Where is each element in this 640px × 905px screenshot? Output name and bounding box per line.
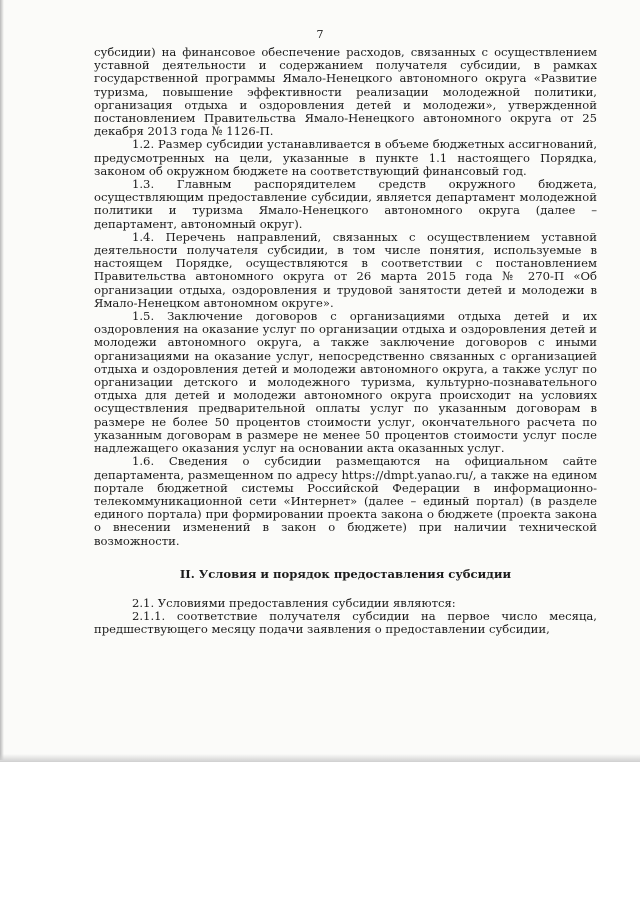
paragraph-1-5: 1.5. Заключение договоров с организациями отдыха детей и их оздоровления на оказание услуг по организации отдыха и оздоровления детей и молодежи автономного округа, а также заключение договоров с иными организациями на оказание услуг, непосредственно связанных с организацией отдыха и оздоровления детей и молодежи автономного округа, а также услуг по организации детского и молодежного туризма, культурно-познавательного отдыха для детей и молодежи автономного округа происходит на условиях осуществления предварительной оплаты услуг по указанным договорам в размере не более 50 процентов стоимости услуг, окончательного расчета по указанным договорам в размере не менее 50 процентов стоимости услуг после надлежащего оказания услуг на основании акта оказанных услуг.	[94, 309, 597, 456]
paragraph-2-1-1: 2.1.1. соответствие получателя субсидии на первое число месяца, предшествующего месяцу подачи заявления о предоставлении субсидии,	[94, 609, 597, 637]
paragraph-1-4: 1.4. Перечень направлений, связанных с осуществлением уставной деятельности получателя субсидии, в том числе понятия, используемые в настоящем Порядке, осуществляются в соответствии с постановлением Правительства автономного округа от 26 марта 2015 года № 270-П «Об организации отдыха, оздоровления и трудовой занятости детей и молодежи в Ямало-Ненецком автономном округе».	[94, 229, 597, 310]
page-number: 7	[316, 28, 324, 41]
scan-bottom-edge	[0, 754, 640, 762]
scan-edge-shadow	[0, 0, 4, 760]
paragraph-1-2: 1.2. Размер субсидии устанавливается в объеме бюджетных ассигнований, предусмотренных на цели, указанные в пункте 1.1 настоящего Порядка, законом об окружном бюджете на соответствующий финансовый год.	[94, 137, 597, 178]
paragraph-1-6: 1.6. Сведения о субсидии размещаются на официальном сайте департамента, размещенном по адресу https://dmpt.yanao.ru/, а также на едином портале бюджетной системы Российской Федерации в информационно-телекоммуникационной сети «Интернет» (далее – единый портал) (в разделе единого портала) при формировании проекта закона о бюджете (проекта закона о внесении изменений в закон о бюджете) при наличии технической возможности.	[94, 454, 597, 548]
paragraph-2-1: 2.1. Условиями предоставления субсидии являются:	[132, 595, 456, 610]
paragraph-1-3: 1.3. Главным распорядителем средств окружного бюджета, осуществляющим предоставление субсидии, является департамент молодежной политики и туризма Ямало-Ненецкого автономного округа (далее – департамент, автономный округ).	[94, 177, 597, 231]
paragraph-1-1-continuation: субсидии) на финансовое обеспечение расходов, связанных с осуществлением уставной деятельности и содержанием получателя субсидии, в рамках государственной программы Ямало-Ненецкого автономного округа «Развитие туризма, повышение эффективности реализации молодежной политики, организация отдыха и оздоровления детей и молодежи», утвержденной постановлением Правительства Ямало-Ненецкого автономного округа от 25 декабря 2013 года № 1126-П.	[94, 45, 597, 139]
section-heading: II. Условия и порядок предоставления субсидии	[179, 566, 512, 581]
document-body	[94, 46, 597, 637]
